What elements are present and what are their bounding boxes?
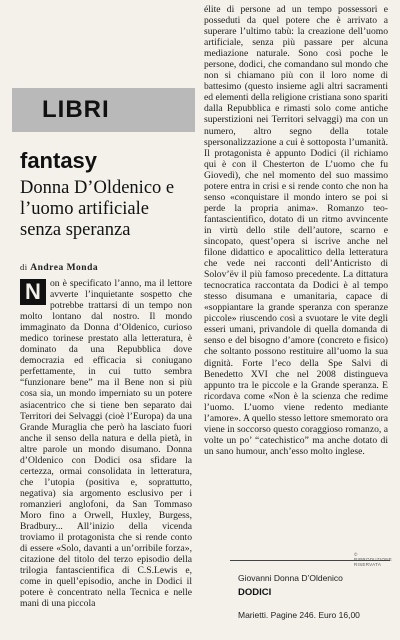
book-info-box: [230, 560, 390, 633]
article-text-left: on è specificato l’anno, ma il lettore avverte l’inquietante sospetto che potrebbe trattarsi di un tempo non molto lontano dal nostro. Il mondo immaginato da Donna d’Oldenico, curioso medico torinese prestato alla letteratura, è dominato da una Repubblica dove democrazia ed efficacia si coniugano perfettamente, in cui tutto sembra “funzionare bene” ma il Bene non si più cosa sia, un mondo imperniato su un potere asiacentrico che si tiene ben separato dai Territori dei Selvaggi (cioè l’Europa) da una Grande Muraglia che però ha lasciato fuori anche il senso della natura e della pietà, in altre parole un mondo disumano. Donna d’Oldenico con Dodici osa sfidare la certezza, ormai consolidata in letteratura, che l’utopia (positiva e, soprattutto, negativa) sia argomento esclusivo per i romanzieri anglofoni, da San Tommaso Moro fino a Orwell, Huxley, Burgess, Bradbury... All’inizio della vicenda troviamo il protagonista che si rende conto di essere «Solo, davanti a un’orribile forza», citazione del titolo del terzo episodio della trilogia fantascientifica di C.S.Lewis e, come in quell’episodio, anche in Dodici il potere è concentrato nella Tecnica e nelle mani di una piccola: [20, 278, 192, 610]
article-body-left: [20, 278, 192, 609]
article-body-right: [204, 4, 388, 457]
right-column: [204, 0, 394, 640]
section-banner: [12, 88, 195, 132]
article-text-right: élite di persone ad un tempo possessori e posseduti da quel potere che è arrivato a superare l’ultimo tabù: la creazione dell’uomo artificiale, senza più passare per alcuna mediazione naturale. Sono così poche le persone, dodici, che comandano sul mondo che non si chiamano più con il loro nome di battesimo (questo insieme agli altri sacramenti ed elementi della religione cristiana sono spariti dalla Repubblica e rimasti solo come antiche superstizioni nei Territori selvaggi) ma con un numero, altro segno della totale spersonalizzazione a cui è sottoposta l’umanità. Il protagonista è appunto Dodici (il richiamo qui è con il Chesterton de L’uomo che fu Giovedì), che nel momento del suo massimo potere entra in crisi e si rende conto che non ha senso «conquistare il mondo intero se poi si perde la propria anima». Romanzo teo-fantascientifico, dotato di un ritmo avvincente in virtù dello stile dell’autore, scarno e sincopato, quest’opera si iscrive anche nel filone didattico e apocalittico della letteratura che vede nei racconti dell’Anticristo di Solov’ëv il più famoso precedente. La dittatura tecnocratica raccontata da Dodici è al tempo stesso disumana e umanitaria, capace di «soppiantare la grande speranza con speranze piccole» riuscendo così a svuotare le vite degli esseri umani, privandole di quella domanda di senso e del bisogno d’amore (concreto e fisico) che soltanto possono restituire all’uomo la sua dignità. Forte l’eco della Spe Salvi di Benedetto XVI che nel 2008 distingueva appunto tra le piccole e la Grande speranza. E ricordava come «Non è la scienza che redime l’uomo. L’uomo viene redento mediante l’amore». A quello stesso lettore smemorato ora viene in soccorso questo coraggioso romanzo, a volte un po’ “catechistico” ma anche dotato di un sano humour, anch’esso molto inglese.: [204, 4, 388, 457]
book-author: Giovanni Donna D’Oldenico: [238, 573, 343, 583]
byline-author: Andrea Monda: [30, 263, 99, 273]
rubric-label: fantasy: [20, 148, 98, 173]
article-headline: Donna D’Oldenico e l’uomo artificiale senza speranza: [20, 178, 175, 240]
byline: [20, 262, 98, 273]
byline-prefix: di: [20, 262, 28, 272]
book-publisher: Marietti. Pagine 246. Euro 16,00: [238, 610, 360, 620]
drop-cap: N: [20, 279, 46, 305]
book-title: DODICI: [238, 587, 272, 598]
photo-credit: © RIPRODUZIONE RISERVATA: [354, 552, 393, 567]
section-label: LIBRI: [42, 96, 110, 123]
